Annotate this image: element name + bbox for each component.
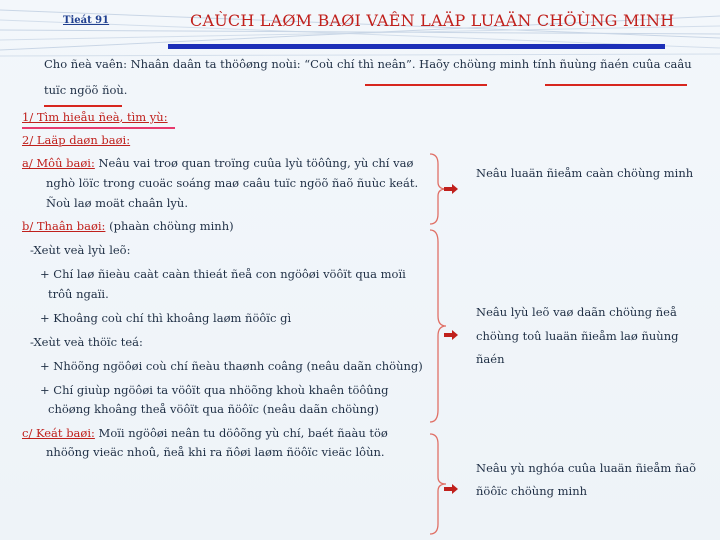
mo-bai-line-3: Ñoù laø moät chaân lyù. (46, 196, 188, 210)
note-ket-bai-line-1: Neâu yù nghóa cuûa luaän ñieåm ñaõ (476, 461, 697, 475)
note-ket-bai-line-2: ñöôïc chöùng minh (476, 484, 588, 498)
ly-le-2: + Khoâng coù chí thì khoâng laøm ñöôïc gì (40, 311, 292, 325)
thuc-te-2-line-1: + Chí giuùp ngöôøi ta vöôït qua nhöõng khoù khaên töôûng (40, 383, 389, 397)
note-than-bai-line-2: chöùng toû luaän ñieåm laø ñuùng (476, 329, 679, 343)
note-than-bai-line-3: ñaén (476, 352, 505, 366)
section-2-heading: 2/ Laäp daøn baøi: (22, 133, 131, 147)
underline-emphasis-2 (545, 84, 687, 86)
ket-bai-text: Moïi ngöôøi neân tu döôõng yù chí, baét ñaàu töø (94, 426, 388, 440)
arrow-right-icon (444, 484, 458, 494)
intro-line-1 (44, 58, 692, 72)
thuc-te-1: + Nhöõng ngöôøi coù chí ñeàu thaønh coâng (neâu daãn chöùng) (40, 359, 423, 373)
arrow-right-icon (444, 330, 458, 340)
ket-bai-line-2: nhöõng vieäc nhoû, ñeå khi ra ñôøi laøm ñöôïc vieäc lôùn. (46, 445, 385, 459)
thuc-te-2-line-2: chöøng khoâng theå vöôït qua ñöôïc (neâu daãn chöùng) (48, 402, 379, 416)
ket-bai-line-1 (22, 427, 388, 441)
xet-ly-le-heading: -Xeùt veà lyù leõ: (30, 243, 131, 257)
ly-le-1-line-2: trôû ngaïi. (48, 287, 109, 301)
mo-bai-line-2: nghò löïc trong cuoäc soáng maø caâu tuïc ngöõ ñaõ ñuùc keát. (46, 176, 419, 190)
mo-bai-text: Neâu vai troø quan troïng cuûa lyù töôûng, yù chí vaø (94, 156, 414, 170)
xet-thuc-te-heading: -Xeùt veà thöïc teá: (30, 335, 143, 349)
lesson-number: Tieát 91 (63, 15, 110, 26)
mo-bai-line-1 (22, 157, 413, 171)
than-bai-text: (phaàn chöùng minh) (105, 219, 234, 233)
brace-than-bai (424, 228, 454, 424)
page-title: CAÙCH LAØM BAØI VAÊN LAÄP LUAÄN CHÖÙNG MINH (190, 11, 675, 30)
note-than-bai-line-1: Neâu lyù leõ vaø daãn chöùng ñeå (476, 305, 677, 319)
arrow-right-icon (444, 184, 458, 194)
underline-emphasis-3 (44, 105, 122, 107)
underline-emphasis-1 (365, 84, 487, 86)
mo-bai-label: a/ Môû baøi: (22, 156, 95, 170)
title-underline-bar (168, 44, 665, 49)
ly-le-1-line-1: + Chí laø ñieàu caàt caàn thieát ñeå con ngöôøi vöôït qua moïi (40, 267, 406, 281)
section-1-heading: 1/ Tìm hieåu ñeà, tìm yù: (22, 110, 168, 124)
section-1-underline (22, 127, 175, 129)
than-bai-line (22, 220, 234, 234)
intro-text: Nhaân daân ta thöôøng noùi: “Coù chí thì neân”. Haõy chöùng minh tính ñuùng ñaén cuûa caâu (126, 57, 692, 71)
intro-line-2: tuïc ngöõ ñoù. (44, 83, 128, 97)
than-bai-label: b/ Thaân baøi: (22, 219, 106, 233)
decorative-streaks (0, 0, 720, 60)
note-mo-bai: Neâu luaän ñieåm caàn chöùng minh (476, 166, 694, 180)
ket-bai-label: c/ Keát baøi: (22, 426, 95, 440)
intro-label: Cho ñeà vaên: (44, 57, 127, 71)
